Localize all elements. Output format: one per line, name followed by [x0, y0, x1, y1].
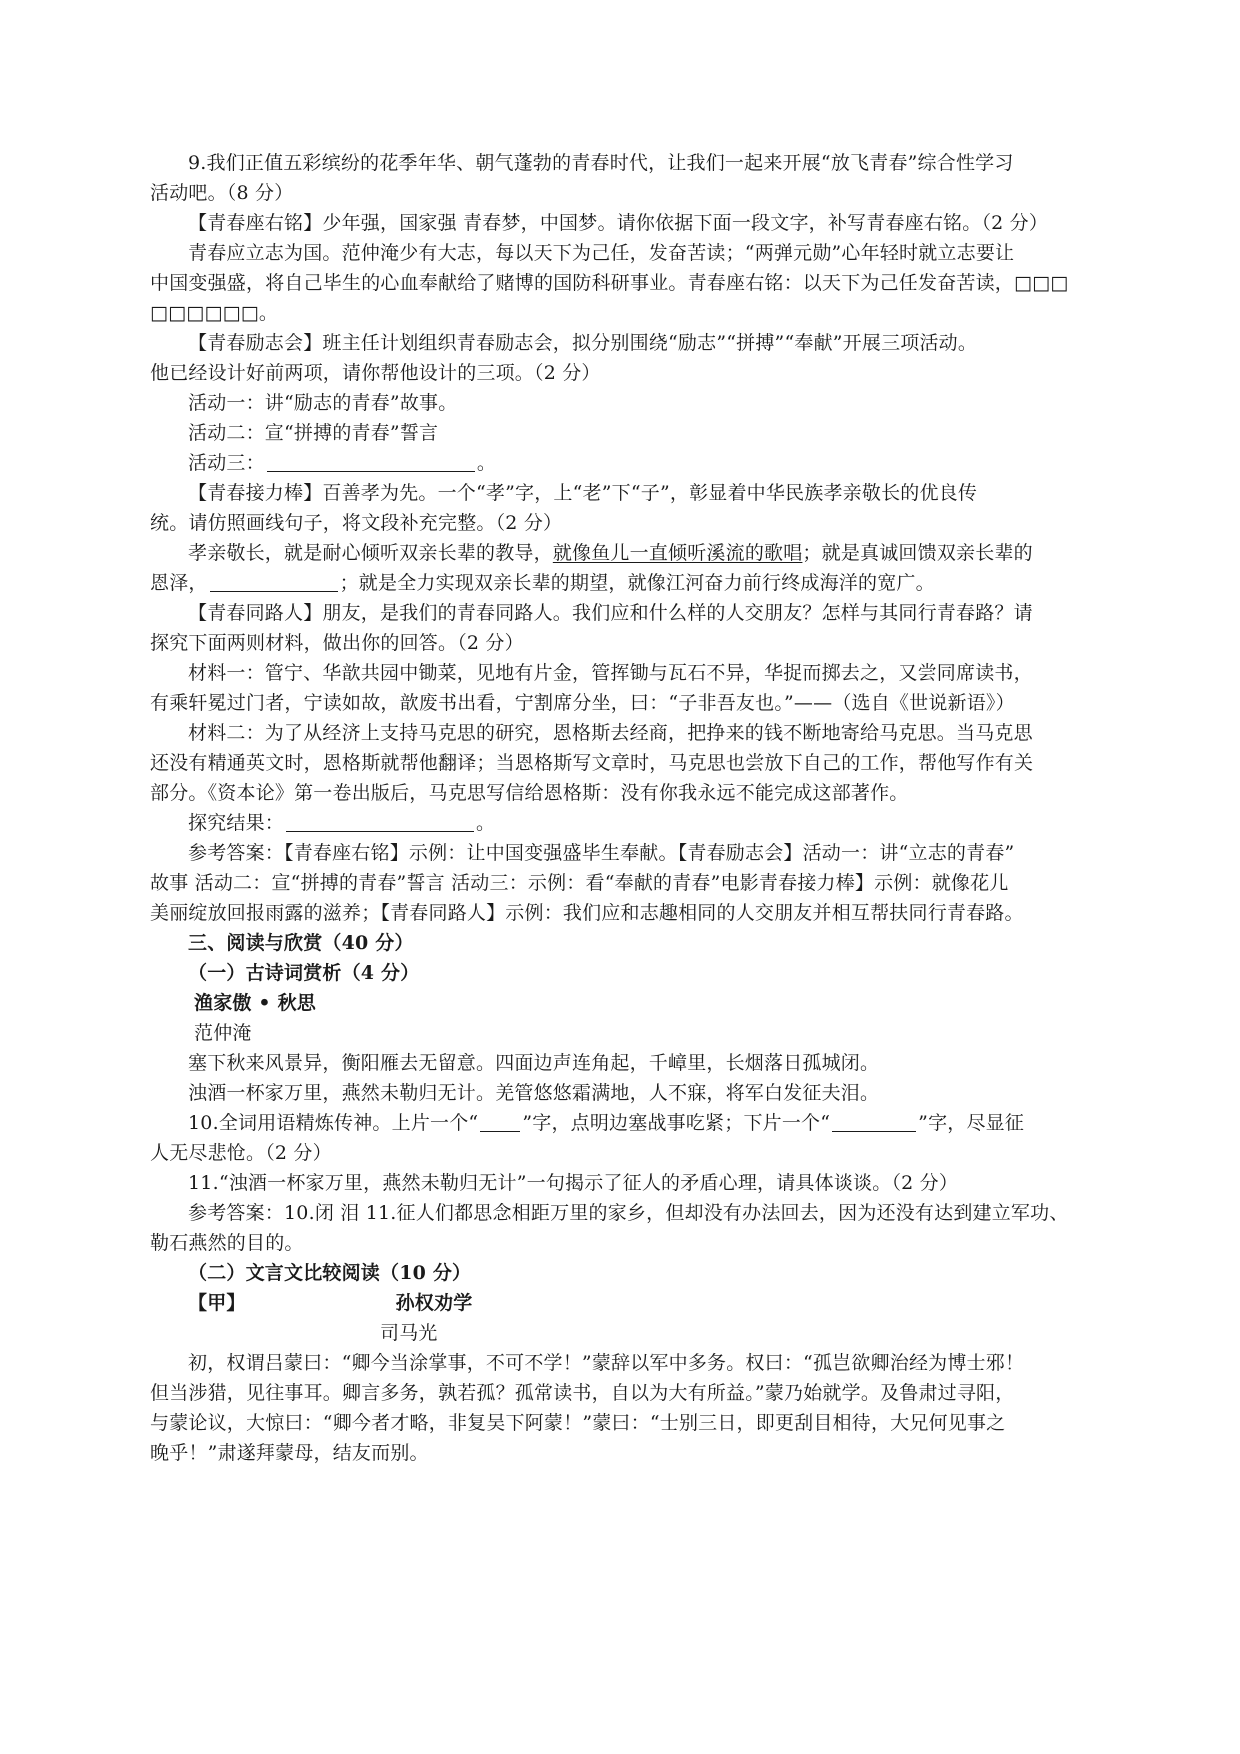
q9-answer-line-3: 美丽绽放回报雨露的滋养；【青春同路人】示例：我们应和志趣相同的人交朋友并相互帮扶同行青春路。: [150, 902, 1024, 924]
motto-para-line-2: 中国变强盛，将自己毕生的心血奉献给了赌博的国防科研事业。青春座右铭：以天下为己任发奋苦读，□□□: [150, 272, 1069, 294]
rally-line-2: 他已经设计好前两项，请你帮他设计的三项。（2 分）: [150, 362, 601, 384]
section-3-title: 三、阅读与欣赏（40 分）: [188, 932, 414, 954]
relay-text-c: 恩泽，: [150, 572, 208, 594]
relay-para-line-1: [150, 538, 1112, 568]
q10-blank-2[interactable]: [832, 1111, 916, 1132]
relay-underlined-sentence: 就像鱼儿一直倾听溪流的歌唱: [552, 542, 803, 564]
q10-text-b: ”字，点明边塞战事吃紧；下片一个“: [522, 1112, 831, 1134]
result-end: 。: [476, 812, 496, 834]
relay-para-line-2: [150, 568, 1112, 598]
q10-line-1: [150, 1108, 1112, 1138]
activity-3-label: 活动三：: [188, 452, 265, 474]
relay-text-d: ；就是全力实现双亲长辈的期望，就像江河奋力前行终成海洋的宽广。: [339, 572, 935, 594]
result-line: [150, 808, 1112, 838]
result-label: 探究结果：: [188, 812, 285, 834]
activity-3: [150, 448, 1112, 478]
text-line-4: 晚乎！”肃遂拜蒙母，结友而别。: [150, 1442, 429, 1464]
text-line-3: 与蒙论议，大惊曰：“卿今者才略，非复吴下阿蒙！”蒙曰：“士别三日，即更刮目相待，大兄何见事之: [150, 1412, 1006, 1434]
friend-line-2: 探究下面两则材料，做出你的回答。（2 分）: [150, 632, 524, 654]
q10-text-c: ”字，尽显征: [918, 1112, 1025, 1134]
q9-answer-line-1: 参考答案：【青春座右铭】示例：让中国变强盛毕生奉献。【青春励志会】活动一：讲“立志的青春”: [188, 842, 1015, 864]
text-title: 孙权劝学: [395, 1292, 473, 1314]
text-header: [150, 1288, 1112, 1318]
activity-1: 活动一：讲“励志的青春”故事。: [188, 392, 458, 414]
text-line-1: 初，权谓吕蒙曰：“卿今当涂掌事，不可不学！”蒙辞以军中多务。权曰：“孤岂欲卿治经为博士邪！: [188, 1352, 1025, 1374]
relay-line-2: 统。请仿照画线句子，将文段补充完整。（2 分）: [150, 512, 563, 534]
q9-line-2: 活动吧。（8 分）: [150, 182, 294, 204]
poem-line-1: 塞下秋来风景异，衡阳雁去无留意。四面边声连角起，千嶂里，长烟落日孤城闭。: [188, 1052, 880, 1074]
material-1-line-1: 材料一：管宁、华歆共园中锄菜，见地有片金，管挥锄与瓦石不异，华捉而掷去之，又尝同席读书，: [188, 662, 1033, 684]
material-1-line-2: 有乘轩冕过门者，宁读如故，歆废书出看，宁割席分坐，曰：“子非吾友也。”——（选自《世说新语》）: [150, 692, 1015, 714]
relay-blank[interactable]: [210, 571, 338, 592]
q10-blank-1[interactable]: [480, 1111, 520, 1132]
material-2-line-1: 材料二：为了从经济上支持马克思的研究，恩格斯去经商，把挣来的钱不断地寄给马克思。当马克思: [188, 722, 1033, 744]
activity-3-end: 。: [476, 452, 497, 474]
subsection-2-title: （二）文言文比较阅读（10 分）: [188, 1262, 472, 1284]
text-line-2: 但当涉猎，见往事耳。卿言多务，孰若孤？孤常读书，自以为大有所益。”蒙乃始就学。及鲁肃过寻阳，: [150, 1382, 1015, 1404]
material-2-line-2: 还没有精通英文时，恩格斯就帮他翻译；当恩格斯写文章时，马克思也尝放下自己的工作，帮他写作有关: [150, 752, 1034, 774]
subsection-1-title: （一）古诗词赏析（4 分）: [188, 962, 420, 984]
friend-heading: 【青春同路人】朋友，是我们的青春同路人。我们应和什么样的人交朋友？怎样与其同行青春路？请: [188, 602, 1033, 624]
poem-line-2: 浊酒一杯家万里，燕然未勒归无计。羌管悠悠霜满地，人不寐，将军白发征夫泪。: [188, 1082, 880, 1104]
activity-2: 活动二：宣“拼搏的青春”誓言: [188, 422, 439, 444]
result-blank[interactable]: [286, 811, 474, 832]
q10-line-2: 人无尽悲怆。（2 分）: [150, 1142, 332, 1164]
relay-text-a: 孝亲敬长，就是耐心倾听双亲长辈的教导，: [188, 542, 553, 564]
q10-11-answer-line-1: 参考答案：10.闭 泪 11.征人们都思念相距万里的家乡，但却没有办法回去，因为还没有达到建立军功、: [188, 1202, 1069, 1224]
motto-para-line-3: □□□□□□。: [150, 302, 279, 324]
text-author: 司马光: [380, 1322, 438, 1344]
q11: 11.“浊酒一杯家万里，燕然未勒归无计”一句揭示了征人的矛盾心理，请具体谈谈。（2 分）: [188, 1172, 959, 1194]
activity-3-blank[interactable]: [267, 451, 475, 472]
document-body: [150, 148, 1112, 1468]
motto-heading: 【青春座右铭】少年强，国家强 青春梦，中国梦。请你依据下面一段文字，补写青春座右铭。（2 分）: [188, 212, 1049, 234]
jia-label: 【甲】: [188, 1292, 246, 1314]
q10-text-a: 10.全词用语精炼传神。上片一个“: [188, 1112, 479, 1134]
poem-author: 范仲淹: [194, 1022, 252, 1044]
rally-heading: 【青春励志会】班主任计划组织青春励志会，拟分别围绕“励志”“拼搏”“奉献”开展三项活动。: [188, 332, 978, 354]
q9-answer-line-2: 故事 活动二：宣“拼搏的青春”誓言 活动三：示例：看“奉献的青春”电影青春接力棒】示例：就像花儿: [150, 872, 1009, 894]
poem-title: 渔家傲 • 秋思: [194, 992, 316, 1014]
motto-para-line-1: 青春应立志为国。范仲淹少有大志，每以天下为己任，发奋苦读；“两弹元勋”心年轻时就立志要让: [188, 242, 1015, 264]
q9-line-1: 9.我们正值五彩缤纷的花季年华、朝气蓬勃的青春时代，让我们一起来开展“放飞青春”综合性学习: [188, 152, 1014, 174]
q10-11-answer-line-2: 勒石燕然的目的。: [150, 1232, 304, 1254]
material-2-line-3: 部分。《资本论》第一卷出版后，马克思写信给恩格斯：没有你我永远不能完成这部著作。: [150, 782, 909, 804]
relay-text-b: ；就是真诚回馈双亲长辈的: [802, 542, 1033, 564]
relay-heading: 【青春接力棒】百善孝为先。一个“孝”字，上“老”下“子”，彰显着中华民族孝亲敬长的优良传: [188, 482, 978, 504]
